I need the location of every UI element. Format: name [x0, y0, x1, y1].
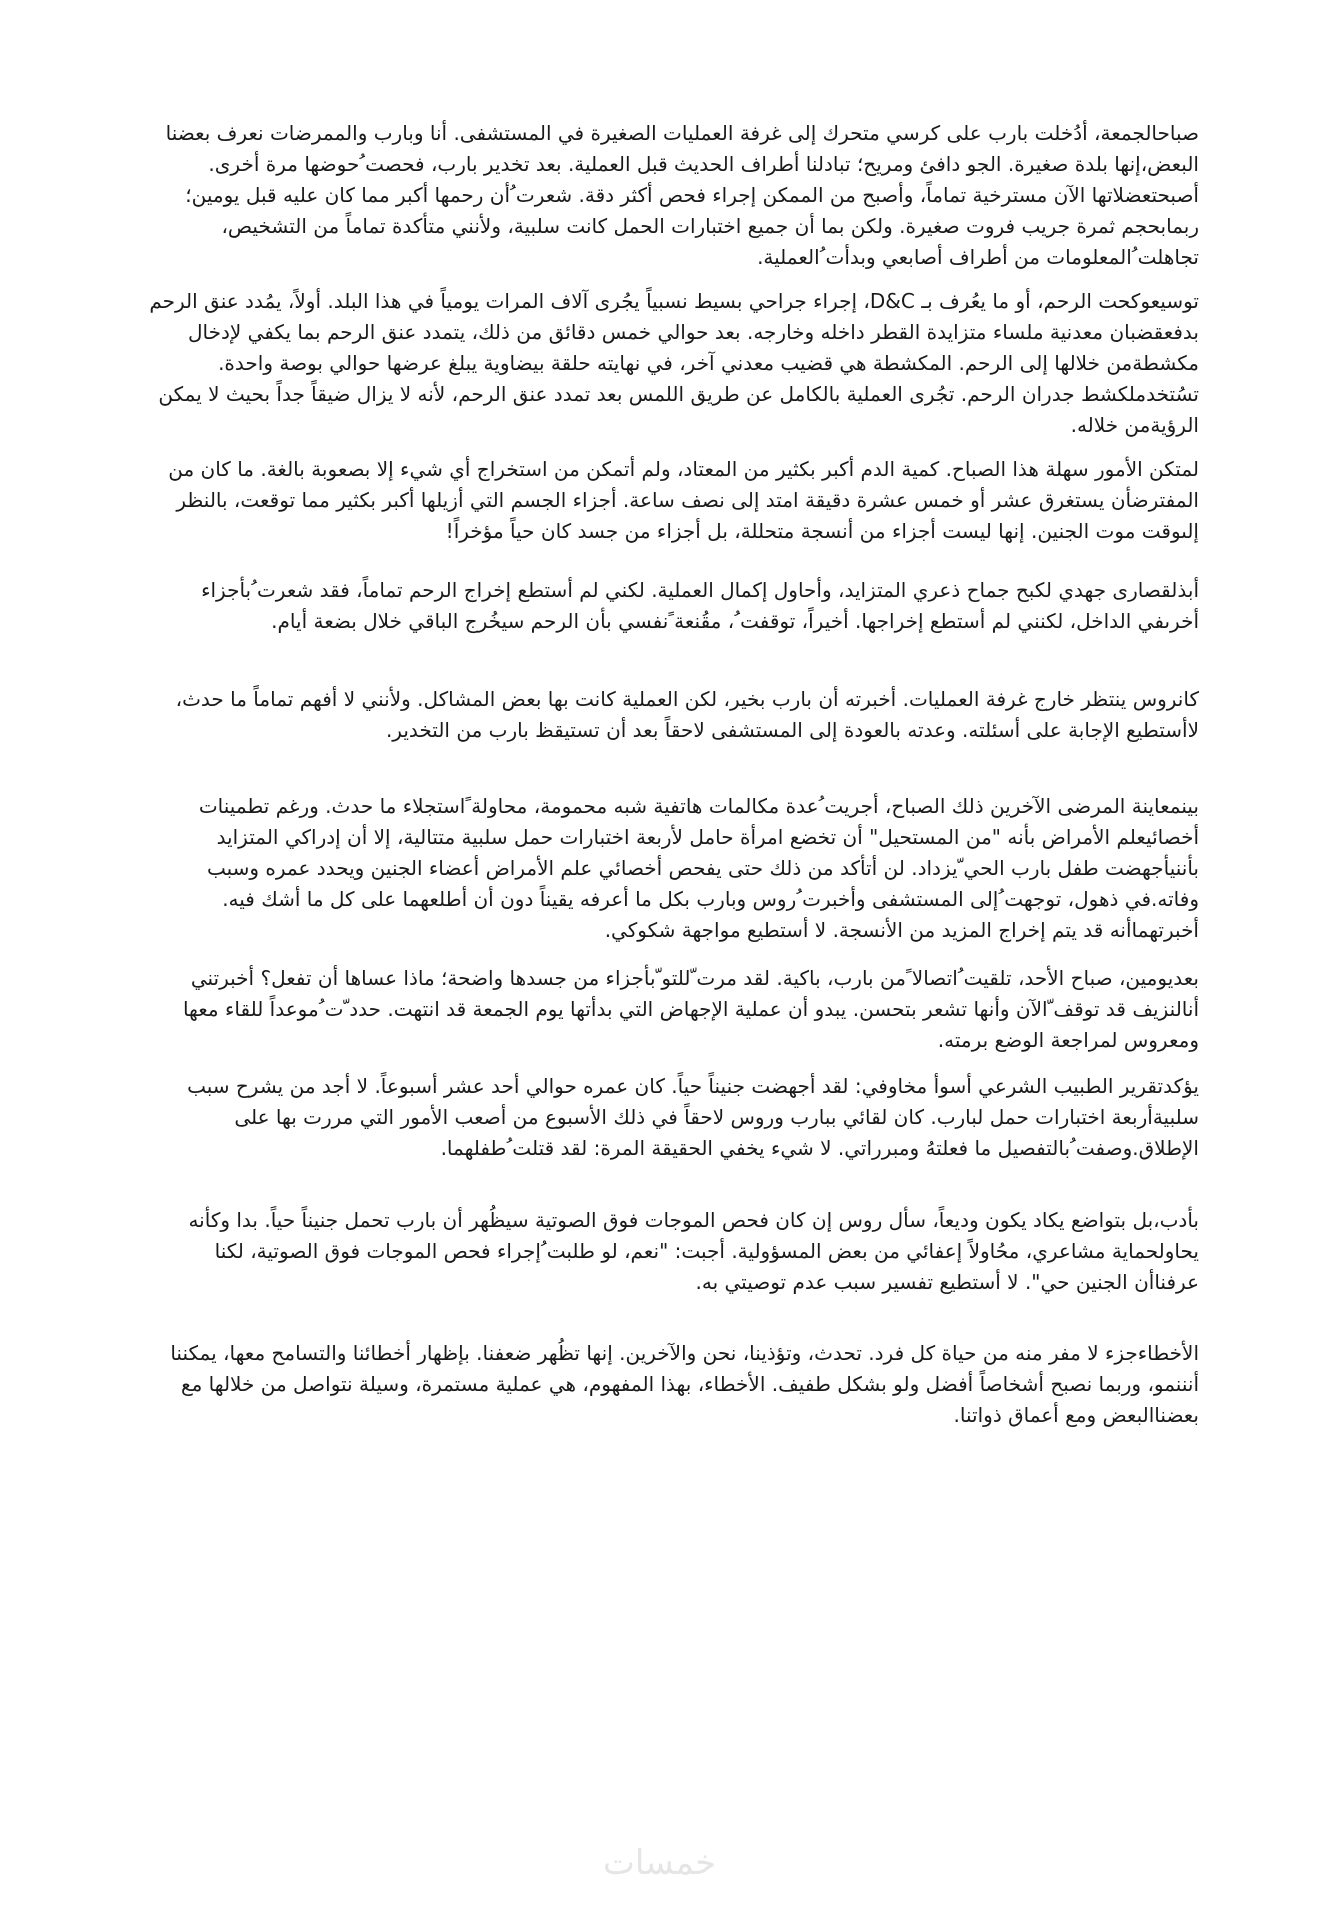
- paragraph-2: [120, 286, 1199, 441]
- paragraph-line: لمتكن الأمور سهلة هذا الصباح. كمية الدم أكبر بكثير من المعتاد، ولم أتمكن من استخراج أي شيء إلا بصعوبة بالغة. ما كان من: [168, 457, 1199, 481]
- paragraph-line: يؤكدتقرير الطبيب الشرعي أسوأ مخاوفي: لقد أجهضت جنيناً حياً. كان عمره حوالي أحد عشر أسبوعاً. لا أجد من يشرح سبب: [187, 1074, 1199, 1098]
- paragraph-10: [120, 1338, 1199, 1431]
- paragraph-6: [120, 791, 1199, 946]
- paragraph-line: تجاهلت ُالمعلومات من أطراف أصابعي وبدأت ُالعملية.: [757, 245, 1199, 269]
- paragraph-line: أبذلقصارى جهدي لكبح جماح ذعري المتزايد، وأحاول إكمال العملية. لكني لم أستطع إخراج الرحم تماماً، فقد شعرت ُبأجزاء: [201, 578, 1199, 602]
- paragraph-line: بعديومين، صباح الأحد، تلقيت ُاتصالا ًمن بارب، باكية. لقد مرت ّللتو ّبأجزاء من جسدها واضحة؛ ماذا عساها أن تفعل؟ أخبرتني: [190, 966, 1199, 990]
- paragraph-line: ومعروس لمراجعة الوضع برمته.: [937, 1028, 1199, 1052]
- paragraph-3: [120, 454, 1199, 547]
- paragraph-line: لاأستطيع الإجابة على أسئلته. وعدته بالعودة إلى المستشفى لاحقاً بعد أن تستيقظ بارب من التخدير.: [385, 718, 1199, 742]
- paragraph-line: كانروس ينتظر خارج غرفة العمليات. أخبرته أن بارب بخير، لكن العملية كانت بها بعض المشاكل. ولأنني لا أفهم تماماً ما حدث،: [175, 687, 1199, 711]
- paragraph-line: بعضناالبعض ومع أعماق ذواتنا.: [953, 1403, 1199, 1427]
- paragraph-7: [120, 963, 1199, 1056]
- paragraph-line: أنالنزيف قد توقف ّالآن وأنها تشعر بتحسن. يبدو أن عملية الإجهاض التي بدأتها يوم الجمعة قد انتهت. حدد ّت ُموعداً للقاء معها: [182, 997, 1199, 1021]
- paragraph-line: الرؤيةمن خلاله.: [1070, 413, 1199, 437]
- paragraph-line: أصبحتعضلاتها الآن مسترخية تماماً، وأصبح من الممكن إجراء فحص أكثر دقة. شعرت ُأن رحمها أكبر مما كان عليه قبل يومين؛: [185, 183, 1199, 207]
- paragraph-line: إلىوقت موت الجنين. إنها ليست أجزاء من أنسجة متحللة، بل أجزاء من جسد كان حياً مؤخراً!: [445, 519, 1199, 543]
- paragraph-4: [120, 575, 1199, 637]
- paragraph-5: [120, 684, 1199, 746]
- paragraph-line: يحاولحماية مشاعري، محُاولاً إعفائي من بعض المسؤولية. أجبت: "نعم، لو طلبت ُإجراء فحص الموجات فوق الصوتية، لكنا: [214, 1239, 1199, 1263]
- paragraph-line: المفترضأن يستغرق عشر أو خمس عشرة دقيقة امتد إلى نصف ساعة. أجزاء الجسم التي أزيلها أكبر بكثير مما توقعت، بالنظر: [176, 488, 1199, 512]
- paragraph-line: عرفناأن الجنين حي". لا أستطيع تفسير سبب عدم توصيتي به.: [695, 1270, 1199, 1294]
- paragraph-line: أخصائيعلم الأمراض بأنه "من المستحيل" أن تخضع امرأة حامل لأربعة اختبارات حمل سلبية متتالية، إلا أن إدراكي المتزايد: [216, 825, 1199, 849]
- paragraph-line: سلبيةأربعة اختبارات حمل لبارب. كان لقائي ببارب وروس لاحقاً في ذلك الأسبوع من أصعب الأمور التي مررت بها على: [234, 1105, 1199, 1129]
- paragraph-1: [120, 118, 1199, 273]
- paragraph-line: بدفعقضبان معدنية ملساء متزايدة القطر داخله وخارجه. بعد حوالي خمس دقائق من ذلك، يتمدد عنق الرحم بما يكفي لإدخال: [187, 320, 1199, 344]
- paragraph-line: تسُتخدملكشط جدران الرحم. تجُرى العملية بالكامل عن طريق اللمس بعد تمدد عنق الرحم، لأنه لا يزال ضيقاً جداً بحيث لا يمكن: [158, 382, 1199, 406]
- paragraph-line: أخرىفي الداخل، لكنني لم أستطع إخراجها. أخيراً، توقفت ُ، مقُنعة ًنفسي بأن الرحم سيخُرج الباقي خلال بضعة أيام.: [271, 609, 1199, 633]
- paragraph-line: توسيعوكحت الرحم، أو ما يعُرف بـ D&C، إجراء جراحي بسيط نسبياً يجُرى آلاف المرات يومياً في هذا البلد. أولاً، يمُدد عنق الرحم: [149, 289, 1199, 313]
- paragraph-line: أنننمو، وربما نصبح أشخاصاً أفضل ولو بشكل طفيف. الأخطاء، بهذا المفهوم، هي عملية مستمرة، وسيلة نتواصل من خلالها مع: [180, 1372, 1199, 1396]
- paragraph-line: صباحالجمعة، أدُخلت بارب على كرسي متحرك إلى غرفة العمليات الصغيرة في المستشفى. أنا وبارب والممرضات نعرف بعضنا: [165, 121, 1199, 145]
- paragraph-line: بأدب،بل بتواضع يكاد يكون وديعاً، سأل روس إن كان فحص الموجات فوق الصوتية سيظُهر أن بارب تحمل جنيناً حياً. بدا وكأنه: [188, 1208, 1199, 1232]
- paragraph-line: بينمعاينة المرضى الآخرين ذلك الصباح، أجريت ُعدة مكالمات هاتفية شبه محمومة، محاولة ًاستجلاء ما حدث. ورغم تطمينات: [198, 794, 1199, 818]
- paragraph-line: الأخطاءجزء لا مفر منه من حياة كل فرد. تحدث، وتؤذينا، نحن والآخرين. إنها تظُهر ضعفنا. بإظهار أخطائنا والتسامح معها، يمكننا: [170, 1341, 1199, 1365]
- watermark-logo: خمسات: [602, 1843, 717, 1883]
- paragraph-line: البعض،إنها بلدة صغيرة. الجو دافئ ومريح؛ تبادلنا أطراف الحديث قبل العملية. بعد تخدير بارب، فحصت ُحوضها مرة أخرى.: [208, 152, 1199, 176]
- paragraph-8: [120, 1071, 1199, 1164]
- paragraph-line: أخبرتهماأنه قد يتم إخراج المزيد من الأنسجة. لا أستطيع مواجهة شكوكي.: [604, 918, 1199, 942]
- paragraph-line: بأننيأجهضت طفل بارب الحي ّيزداد. لن أتأكد من ذلك حتى يفحص أخصائي علم الأمراض أعضاء الجنين ويحدد عمره وسبب: [206, 856, 1199, 880]
- paragraph-line: مكشطةمن خلالها إلى الرحم. المكشطة هي قضيب معدني آخر، في نهايته حلقة بيضاوية يبلغ عرضها حوالي بوصة واحدة.: [218, 351, 1199, 375]
- paragraph-line: وفاته.في ذهول، توجهت ُإلى المستشفى وأخبرت ُروس وبارب بكل ما أعرفه يقيناً دون أن أطلعهما على كل ما أشك فيه.: [222, 887, 1199, 911]
- paragraph-line: الإطلاق.وصفت ُبالتفصيل ما فعلتهُ ومبرراتي. لا شيء يخفي الحقيقة المرة: لقد قتلت ُطفلهما.: [440, 1136, 1199, 1160]
- paragraph-9: [120, 1205, 1199, 1298]
- paragraph-line: ربمابحجم ثمرة جريب فروت صغيرة. ولكن بما أن جميع اختبارات الحمل كانت سلبية، ولأنني متأكدة تماماً من التشخيص،: [221, 214, 1199, 238]
